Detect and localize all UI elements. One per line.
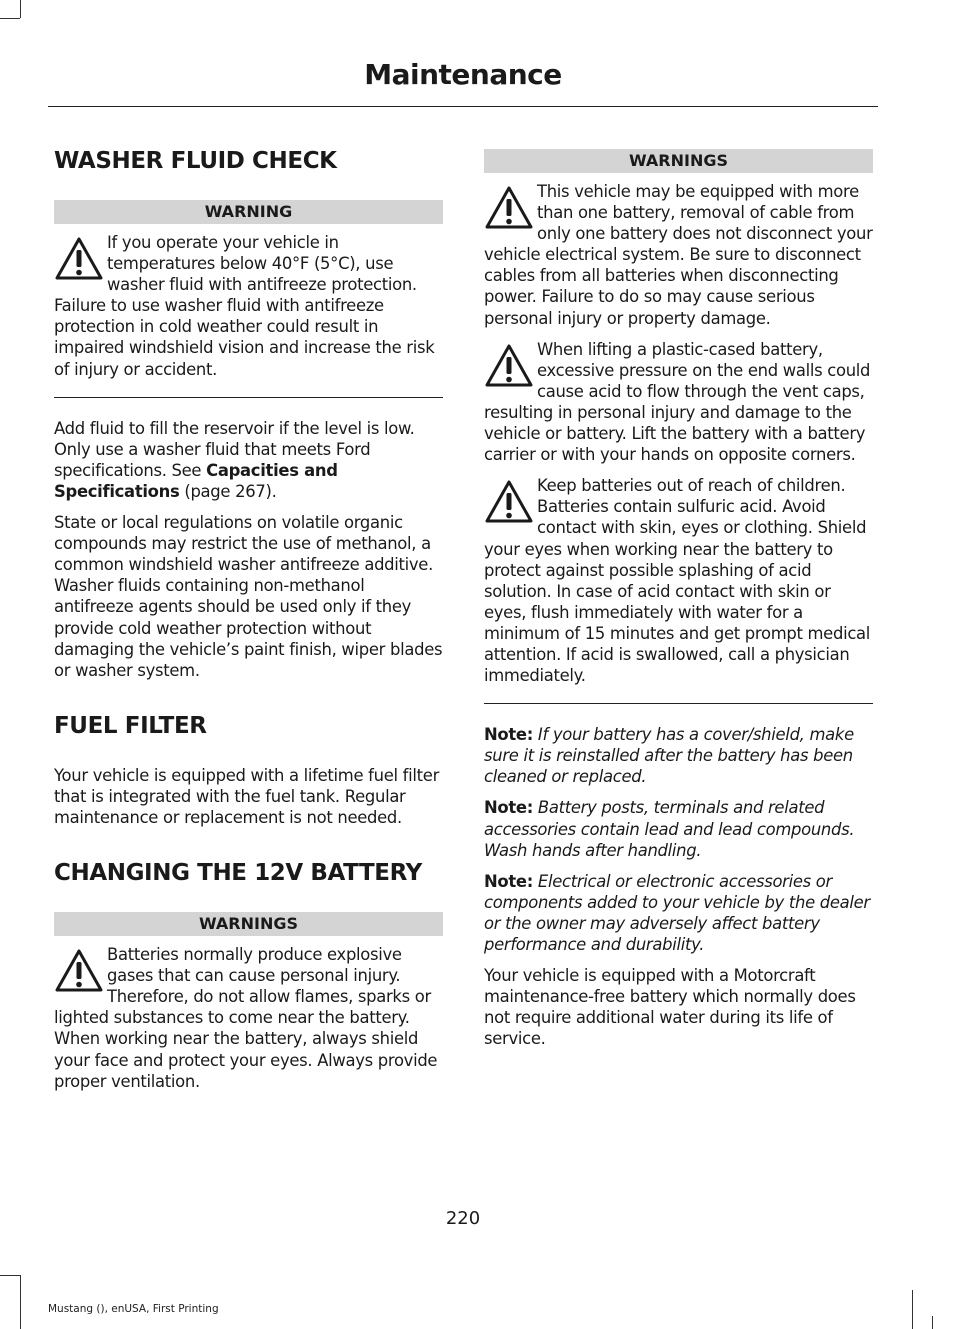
- title-rule: [48, 106, 878, 107]
- crop-mark: [912, 1290, 913, 1329]
- note-label: Note:: [484, 725, 533, 745]
- page-reference: (page 267).: [179, 481, 277, 501]
- paragraph-text: Add fluid to fill the reservoir if the level is low. Only use a washer fluid that meets Ford specifications. See: [54, 418, 415, 480]
- washer-heading: WASHER FLUID CHECK: [54, 148, 337, 174]
- paragraph: Your vehicle is equipped with a lifetime fuel filter that is integrated with the fuel tank. Regular maintenance or replacement is not needed.: [54, 765, 440, 827]
- warning-label: WARNINGS: [54, 912, 443, 936]
- crop-mark: [20, 1275, 21, 1329]
- battery-heading: CHANGING THE 12V BATTERY: [54, 860, 422, 887]
- warning-triangle-icon: [484, 185, 534, 231]
- crop-mark: [0, 18, 20, 19]
- fuel-heading: FUEL FILTER: [54, 712, 207, 739]
- crop-mark: [0, 1275, 20, 1276]
- note: [484, 724, 873, 787]
- warning-label: WARNINGS: [484, 149, 873, 173]
- paragraph: Your vehicle is equipped with a Motorcraft maintenance-free battery which normally does not require additional water during its life of service.: [484, 966, 856, 1049]
- divider: [54, 397, 443, 398]
- note-text: Battery posts, terminals and related accessories contain lead and lead compounds. Wash hands after handling.: [484, 798, 855, 860]
- divider: [484, 703, 873, 704]
- warning-block: [484, 181, 873, 329]
- cross-reference-link[interactable]: Capacities and Specifications: [54, 460, 338, 501]
- warning-text: If you operate your vehicle in temperatures below 40°F (5°C), use washer fluid with antifreeze protection. Failure to use washer fluid with antifreeze protection in cold weather could result in impaired windshield vision and increase the risk of injury or accident.: [54, 233, 435, 379]
- crop-mark: [20, 0, 21, 18]
- warning-text: Batteries normally produce explosive gases that can cause personal injury. Therefore, do not allow flames, sparks or lighted substances to come near the battery. When working near the battery, always shield your face and protect your eyes. Always provide proper ventilation.: [54, 945, 438, 1091]
- paragraph: State or local regulations on volatile organic compounds may restrict the use of methanol, a common windshield washer antifreeze additive. Washer fluids containing non-methanol antifreeze agents should be used only if they provide cold weather protection without damaging the vehicle’s paint finish, wiper blades or washer system.: [54, 513, 443, 680]
- print-info: Mustang (), enUSA, First Printing: [48, 1303, 219, 1315]
- warning-triangle-icon: [54, 948, 104, 994]
- note-label: Note:: [484, 798, 533, 818]
- note-text: Electrical or electronic accessories or components added to your vehicle by the dealer or the owner may adversely affect battery performance and durability.: [484, 871, 870, 954]
- warning-block: [54, 944, 443, 1092]
- page-title: Maintenance: [364, 58, 562, 91]
- note: [484, 871, 873, 955]
- warning-triangle-icon: [54, 236, 104, 282]
- note-text: If your battery has a cover/shield, make sure it is reinstalled after the battery has been cleaned or replaced.: [484, 725, 854, 787]
- warning-text: When lifting a plastic-cased battery, excessive pressure on the end walls could cause acid to flow through the vent caps, resulting in personal injury and damage to the vehicle or battery. Lift the battery with a battery carrier or with your hands on opposite corners.: [484, 339, 871, 465]
- warning-text: Keep batteries out of reach of children. Batteries contain sulfuric acid. Avoid contact with skin, eyes or clothing. Shield your eyes when working near the battery to protect against possible splashing of acid solution. In case of acid contact with skin or eyes, flush immediately with water for a minimum of 15 minutes and get prompt medical attention. If acid is swallowed, call a physician immediately.: [484, 476, 871, 686]
- warning-triangle-icon: [484, 343, 534, 389]
- crop-mark: [932, 1316, 933, 1329]
- note-label: Note:: [484, 871, 533, 891]
- warning-text: This vehicle may be equipped with more than one battery, removal of cable from only one battery does not disconnect your vehicle electrical system. Be sure to disconnect cables from all batteries when disconnecting power. Failure to do so may cause serious personal injury or property damage.: [484, 182, 873, 328]
- page-number: 220: [445, 1208, 481, 1229]
- warning-block: [484, 339, 873, 466]
- right-column: [484, 149, 873, 1059]
- paragraph: [54, 418, 443, 502]
- warning-label: WARNING: [54, 200, 443, 224]
- left-column: [54, 140, 443, 1102]
- note: [484, 797, 873, 860]
- warning-triangle-icon: [484, 479, 534, 525]
- warning-block: [484, 475, 873, 686]
- warning-block: [54, 232, 443, 380]
